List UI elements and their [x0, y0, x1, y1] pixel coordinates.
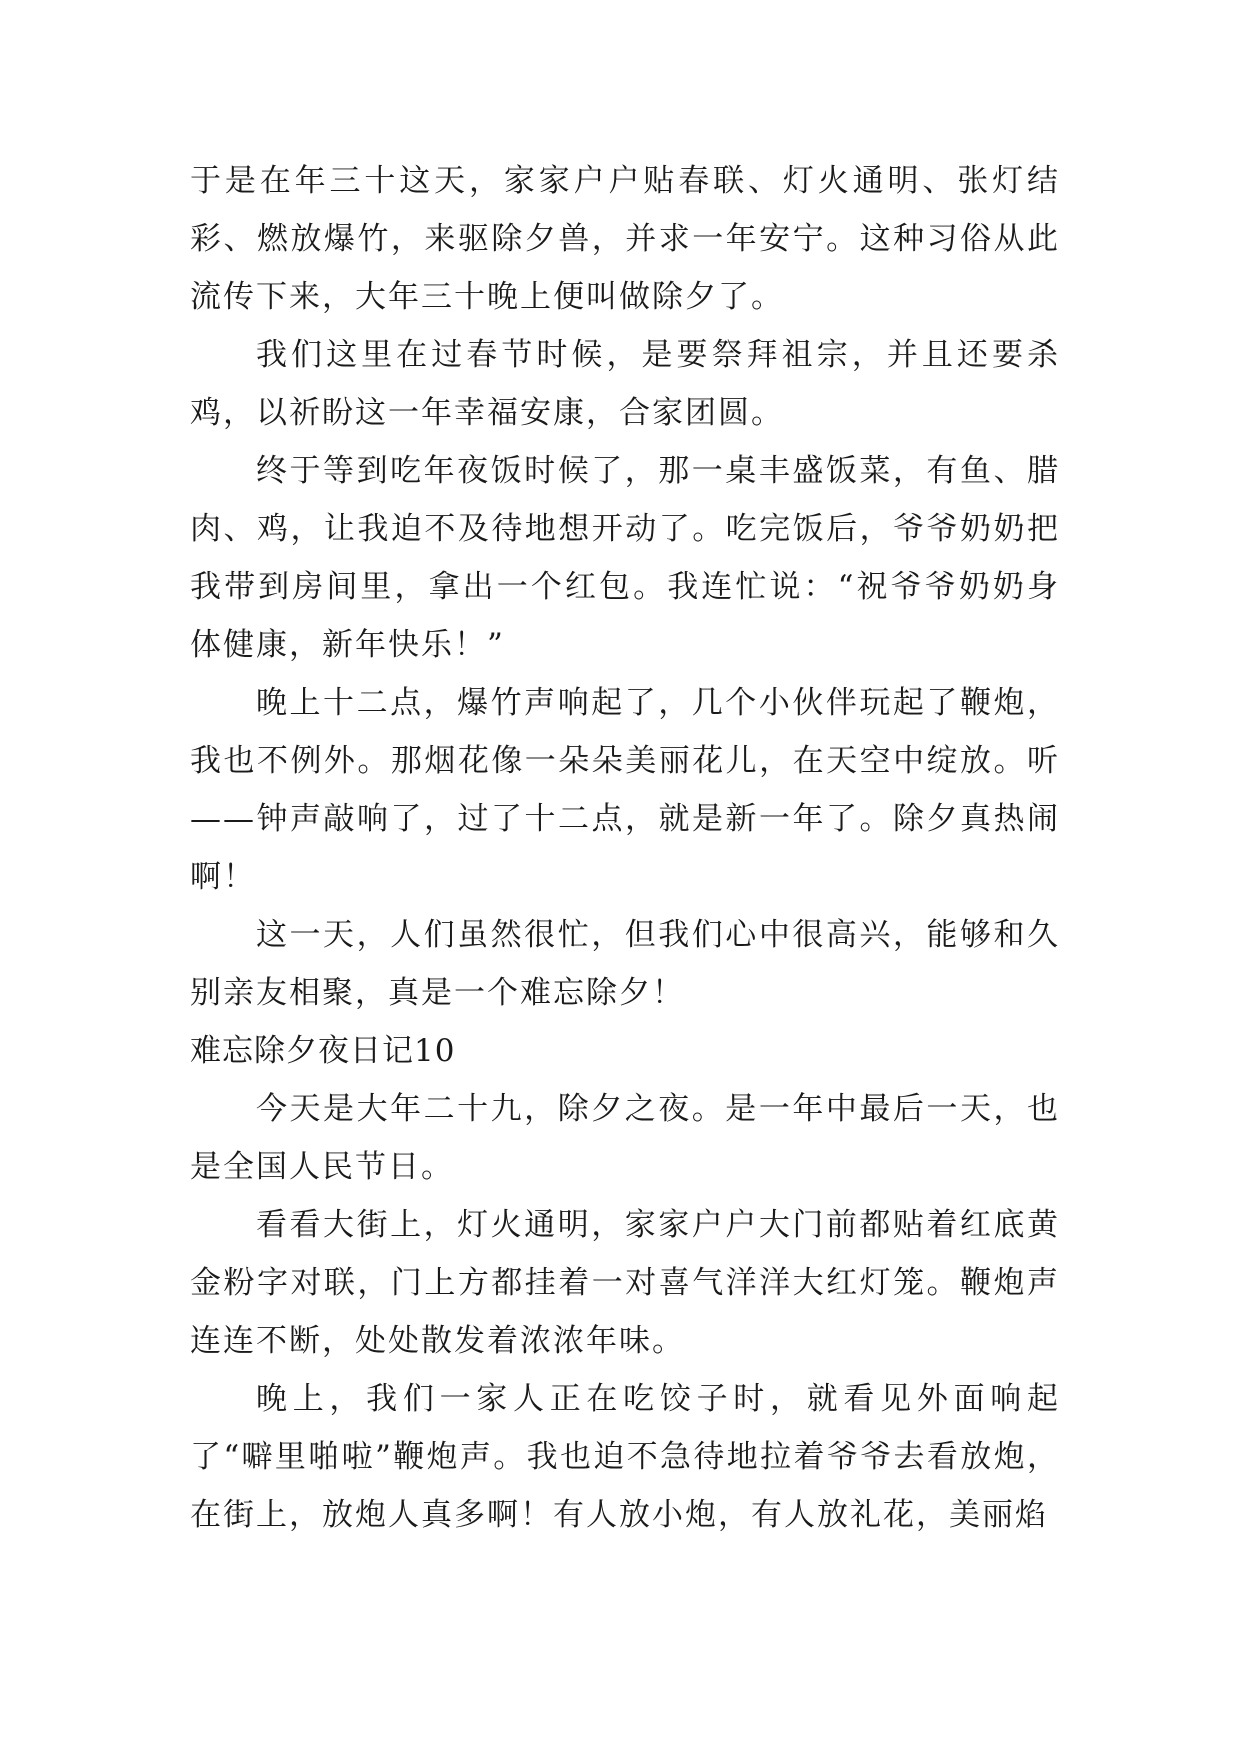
paragraph-5: 这一天，人们虽然很忙，但我们心中很高兴，能够和久别亲友相聚，真是一个难忘除夕！ [190, 917, 1060, 1011]
section-heading: 难忘除夕夜日记10 [190, 1033, 456, 1069]
paragraph-2: 我们这里在过春节时候，是要祭拜祖宗，并且还要杀鸡，以祈盼这一年幸福安康，合家团圆。 [190, 337, 1060, 431]
paragraph-8: 晚上，我们一家人正在吃饺子时，就看见外面响起了“噼里啪啦”鞭炮声。我也迫不急待地拉着爷爷去看放炮，在街上，放炮人真多啊！有人放小炮，有人放礼花，美丽焰 [190, 1381, 1060, 1533]
paragraph-4: 晚上十二点，爆竹声响起了，几个小伙伴玩起了鞭炮，我也不例外。那烟花像一朵朵美丽花儿，在天空中绽放。听——钟声敲响了，过了十二点，就是新一年了。除夕真热闹啊！ [190, 685, 1060, 895]
document-body [190, 152, 1060, 1544]
paragraph-1: 于是在年三十这天，家家户户贴春联、灯火通明、张灯结彩、燃放爆竹，来驱除夕兽，并求一年安宁。这种习俗从此流传下来，大年三十晚上便叫做除夕了。 [190, 163, 1060, 315]
paragraph-6: 今天是大年二十九，除夕之夜。是一年中最后一天，也是全国人民节日。 [190, 1091, 1060, 1185]
paragraph-3: 终于等到吃年夜饭时候了，那一桌丰盛饭菜，有鱼、腊肉、鸡，让我迫不及待地想开动了。吃完饭后，爷爷奶奶把我带到房间里，拿出一个红包。我连忙说：“祝爷爷奶奶身体健康，新年快乐！” [190, 453, 1060, 663]
paragraph-7: 看看大街上，灯火通明，家家户户大门前都贴着红底黄金粉字对联，门上方都挂着一对喜气洋洋大红灯笼。鞭炮声连连不断，处处散发着浓浓年味。 [190, 1207, 1060, 1359]
